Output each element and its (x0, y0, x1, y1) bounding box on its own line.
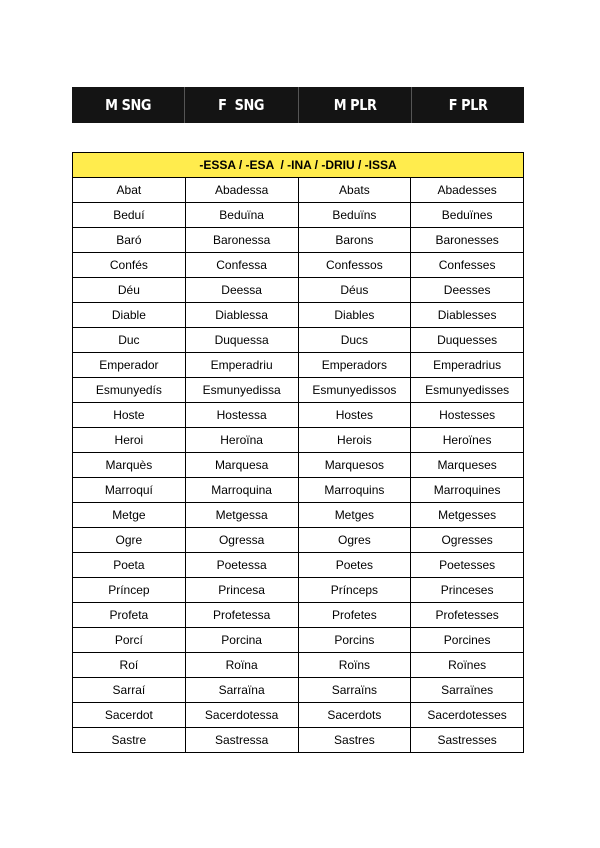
cell-f-plr: Esmunyedisses (411, 378, 524, 403)
cell-f-plr: Sastresses (411, 728, 524, 753)
cell-m-plr: Prínceps (298, 578, 411, 603)
cell-f-plr: Metgesses (411, 503, 524, 528)
table-row (73, 203, 524, 228)
table-row (73, 703, 524, 728)
table-row (73, 253, 524, 278)
table-row (73, 353, 524, 378)
cell-f-plr: Baronesses (411, 228, 524, 253)
cell-m-sng: Marquès (73, 453, 186, 478)
table-title: -ESSA / -ESA / -INA / -DRIU / -ISSA (73, 153, 524, 178)
cell-m-sng: Sarraí (73, 678, 186, 703)
cell-f-sng: Confessa (185, 253, 298, 278)
column-header-bar (72, 87, 524, 123)
cell-m-plr: Herois (298, 428, 411, 453)
cell-f-sng: Sastressa (185, 728, 298, 753)
table-row (73, 428, 524, 453)
cell-f-sng: Metgessa (185, 503, 298, 528)
cell-m-sng: Metge (73, 503, 186, 528)
table-row (73, 178, 524, 203)
cell-f-sng: Profetessa (185, 603, 298, 628)
table-body (73, 153, 524, 753)
cell-f-plr: Ogresses (411, 528, 524, 553)
table-row (73, 378, 524, 403)
cell-f-plr: Profetesses (411, 603, 524, 628)
cell-f-plr: Hostesses (411, 403, 524, 428)
column-header-f-plr: F PLR (448, 96, 488, 114)
cell-f-plr: Roïnes (411, 653, 524, 678)
cell-f-plr: Abadesses (411, 178, 524, 203)
cell-m-plr: Porcins (298, 628, 411, 653)
cell-m-sng: Heroi (73, 428, 186, 453)
cell-f-sng: Hostessa (185, 403, 298, 428)
cell-f-plr: Deesses (411, 278, 524, 303)
cell-f-plr: Princeses (411, 578, 524, 603)
cell-m-sng: Baró (73, 228, 186, 253)
table-row (73, 328, 524, 353)
cell-m-sng: Hoste (73, 403, 186, 428)
cell-f-sng: Deessa (185, 278, 298, 303)
cell-m-plr: Marroquins (298, 478, 411, 503)
table-row (73, 453, 524, 478)
cell-f-sng: Porcina (185, 628, 298, 653)
cell-m-plr: Profetes (298, 603, 411, 628)
table-row (73, 303, 524, 328)
cell-m-sng: Sastre (73, 728, 186, 753)
header-divider (184, 87, 185, 123)
cell-f-plr: Porcines (411, 628, 524, 653)
cell-f-plr: Marroquines (411, 478, 524, 503)
cell-f-plr: Heroïnes (411, 428, 524, 453)
cell-f-sng: Sacerdotessa (185, 703, 298, 728)
cell-f-sng: Diablessa (185, 303, 298, 328)
cell-f-plr: Sacerdotesses (411, 703, 524, 728)
cell-m-sng: Duc (73, 328, 186, 353)
column-header-m-sng: M SNG (105, 96, 152, 114)
column-header-m-plr: M PLR (333, 96, 377, 114)
table-row (73, 278, 524, 303)
cell-m-sng: Diable (73, 303, 186, 328)
cell-m-plr: Ducs (298, 328, 411, 353)
table-row (73, 553, 524, 578)
cell-f-plr: Marqueses (411, 453, 524, 478)
gender-number-table (72, 152, 524, 753)
cell-m-sng: Marroquí (73, 478, 186, 503)
header-divider (411, 87, 412, 123)
cell-f-sng: Baronessa (185, 228, 298, 253)
table-row (73, 528, 524, 553)
cell-m-plr: Sarraïns (298, 678, 411, 703)
table-row (73, 403, 524, 428)
cell-f-sng: Marroquina (185, 478, 298, 503)
cell-f-sng: Ogressa (185, 528, 298, 553)
cell-f-sng: Princesa (185, 578, 298, 603)
cell-f-sng: Marquesa (185, 453, 298, 478)
column-header-f-sng: F SNG (218, 96, 265, 114)
cell-f-plr: Diablesses (411, 303, 524, 328)
cell-m-plr: Esmunyedissos (298, 378, 411, 403)
cell-m-plr: Sastres (298, 728, 411, 753)
header-divider (298, 87, 299, 123)
cell-m-plr: Déus (298, 278, 411, 303)
table-row (73, 728, 524, 753)
table-row (73, 653, 524, 678)
cell-m-plr: Poetes (298, 553, 411, 578)
cell-m-plr: Emperadors (298, 353, 411, 378)
cell-m-plr: Marquesos (298, 453, 411, 478)
cell-m-sng: Beduí (73, 203, 186, 228)
cell-f-sng: Esmunyedissa (185, 378, 298, 403)
cell-f-sng: Sarraïna (185, 678, 298, 703)
table-row (73, 478, 524, 503)
cell-f-plr: Sarraïnes (411, 678, 524, 703)
cell-m-sng: Esmunyedís (73, 378, 186, 403)
cell-m-sng: Abat (73, 178, 186, 203)
table-row (73, 228, 524, 253)
cell-m-sng: Ogre (73, 528, 186, 553)
table-row (73, 678, 524, 703)
cell-m-sng: Profeta (73, 603, 186, 628)
cell-m-plr: Sacerdots (298, 703, 411, 728)
cell-f-plr: Confesses (411, 253, 524, 278)
cell-f-sng: Poetessa (185, 553, 298, 578)
cell-m-plr: Barons (298, 228, 411, 253)
cell-f-sng: Emperadriu (185, 353, 298, 378)
cell-f-sng: Roïna (185, 653, 298, 678)
cell-m-plr: Diables (298, 303, 411, 328)
cell-m-sng: Roí (73, 653, 186, 678)
cell-m-sng: Poeta (73, 553, 186, 578)
cell-m-plr: Hostes (298, 403, 411, 428)
table-row (73, 503, 524, 528)
cell-m-sng: Déu (73, 278, 186, 303)
cell-m-plr: Metges (298, 503, 411, 528)
cell-m-sng: Confés (73, 253, 186, 278)
cell-m-sng: Príncep (73, 578, 186, 603)
cell-m-sng: Sacerdot (73, 703, 186, 728)
table-title-row (73, 153, 524, 178)
table-row (73, 603, 524, 628)
cell-m-sng: Emperador (73, 353, 186, 378)
cell-m-plr: Confessos (298, 253, 411, 278)
table-row (73, 578, 524, 603)
cell-f-plr: Duquesses (411, 328, 524, 353)
cell-f-sng: Abadessa (185, 178, 298, 203)
cell-f-sng: Duquessa (185, 328, 298, 353)
cell-m-plr: Roïns (298, 653, 411, 678)
cell-m-plr: Beduïns (298, 203, 411, 228)
cell-m-plr: Abats (298, 178, 411, 203)
cell-f-sng: Beduïna (185, 203, 298, 228)
cell-f-plr: Beduïnes (411, 203, 524, 228)
cell-f-sng: Heroïna (185, 428, 298, 453)
cell-m-sng: Porcí (73, 628, 186, 653)
table-row (73, 628, 524, 653)
cell-f-plr: Emperadrius (411, 353, 524, 378)
cell-m-plr: Ogres (298, 528, 411, 553)
cell-f-plr: Poetesses (411, 553, 524, 578)
